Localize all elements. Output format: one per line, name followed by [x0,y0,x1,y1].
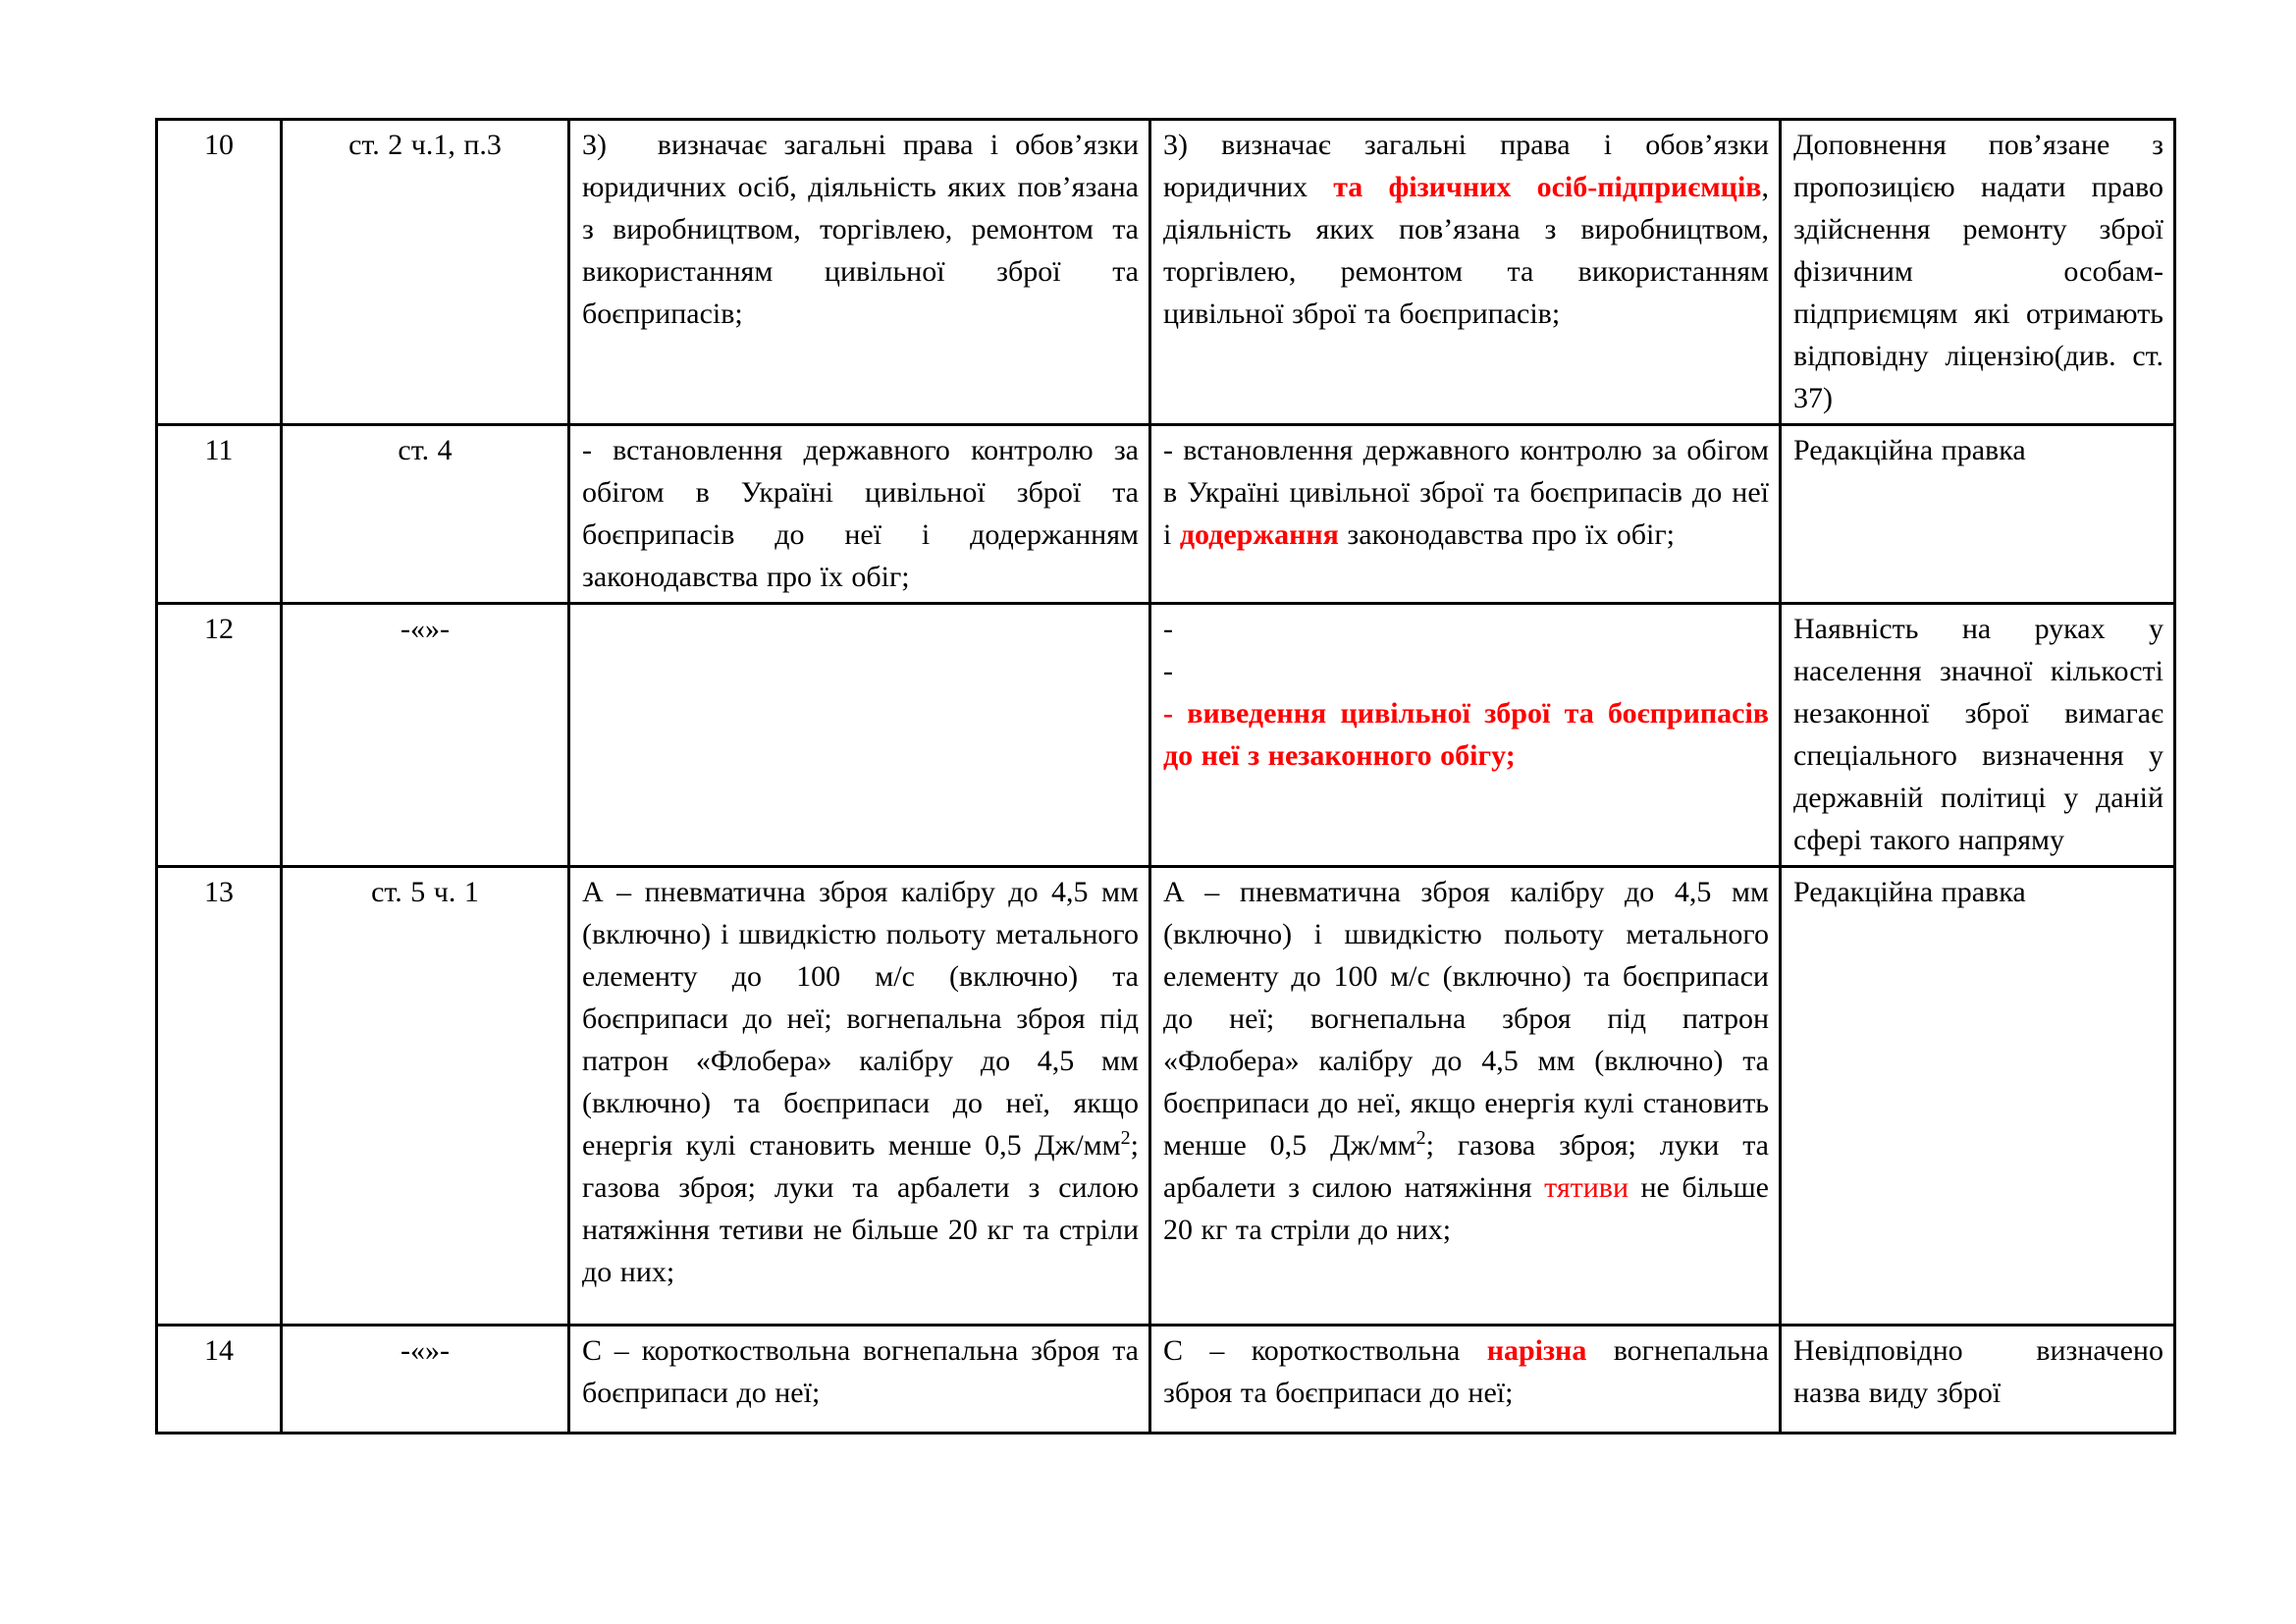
cell-article-ref: -«»- [282,604,569,867]
amendment-highlight: нарізна [1486,1334,1587,1367]
text-segment: , діяльність яких пов’язана з виробництвом, торгівлею, ремонтом та використанням цивільної зброї та боєприпасів; [1163,171,1770,330]
amendment-highlight: тятиви [1544,1171,1629,1204]
cell-amended-text [1150,120,1781,425]
paragraph [1163,650,1769,692]
text-segment: законодавства про їх обіг; [1338,518,1676,551]
paragraph [1793,1329,2163,1414]
text-segment: А – пневматична зброя калібру до 4,5 мм (включно) і швидкістю польоту метального елементу до 100 м/с (включно) та боєприпаси до неї; вогнепальна зброя під патрон «Флобера» калібру до 4,5 мм (включно) та боєприпаси до неї, якщо енергія кулі становить менше 0,5 Дж/мм [1163,876,1769,1162]
cell-row-number: 10 [157,120,282,425]
paragraph [1793,871,2163,913]
table-row [157,1326,2175,1434]
cell-comment [1781,1326,2175,1434]
paragraph [1793,124,2163,419]
cell-original-text [569,120,1150,425]
text-segment: Доповнення пов’язане з пропозицією надати право здійснення ремонту зброї фізичним особам-підприємцям які отримають відповідну ліцензію(див. ст. 37) [1793,129,2163,414]
paragraph [1163,1329,1769,1414]
paragraph [1163,871,1769,1251]
text-segment: - [1163,655,1173,687]
table-row [157,604,2175,867]
cell-comment [1781,604,2175,867]
cell-original-text [569,604,1150,867]
amendment-highlight: та фізичних осіб-підприємців [1333,171,1762,203]
table-row [157,425,2175,604]
text-segment: С – короткоствольна [1163,1334,1487,1367]
paragraph [582,124,1139,335]
cell-original-text [569,425,1150,604]
cell-article-ref: ст. 2 ч.1, п.3 [282,120,569,425]
cell-row-number: 14 [157,1326,282,1434]
text-segment: Редакційна правка [1793,876,2026,908]
cell-comment [1781,867,2175,1326]
text-segment: Наявність на руках у населення значної кількості незаконної зброї вимагає спеціального визначення у державній політиці у даній сфері такого напряму [1793,613,2163,856]
text-segment: ; газова зброя; луки та арбалети з силою натяжіння тетиви не більше 20 кг та стріли до них; [582,1129,1139,1288]
amendment-highlight: додержання [1179,518,1339,551]
text-segment: ; газова зброя; луки та арбалети з силою натяжіння [1163,1129,1769,1204]
cell-original-text [569,867,1150,1326]
paragraph [1793,429,2163,471]
cell-comment [1781,120,2175,425]
text-segment: - встановлення державного контролю за обігом в Україні цивільної зброї та боєприпасів до неї і додержанням законодавства про їх обіг; [582,434,1139,593]
table-row [157,120,2175,425]
cell-amended-text [1150,867,1781,1326]
paragraph [1163,608,1769,650]
cell-row-number: 12 [157,604,282,867]
cell-amended-text [1150,425,1781,604]
text-segment: 3) визначає загальні права і обов’язки юридичних [1163,129,1769,203]
text-segment: 2 [1415,1127,1426,1149]
amendment-highlight: - виведення цивільної зброї та боєприпасів до неї з незаконного обігу; [1163,697,1769,772]
cell-comment [1781,425,2175,604]
cell-article-ref: ст. 5 ч. 1 [282,867,569,1326]
cell-amended-text [1150,1326,1781,1434]
text-segment: С – короткоствольна вогнепальна зброя та боєприпаси до неї; [582,1334,1139,1409]
cell-article-ref: -«»- [282,1326,569,1434]
cell-article-ref: ст. 4 [282,425,569,604]
paragraph [582,429,1139,598]
text-segment: 3) визначає загальні права і обов’язки юридичних осіб, діяльність яких пов’язана з виробництвом, торгівлею, ремонтом та використанням цивільної зброї та боєприпасів; [582,129,1139,330]
text-segment: А – пневматична зброя калібру до 4,5 мм (включно) і швидкістю польоту метального елементу до 100 м/с (включно) та боєприпаси до неї; вогнепальна зброя під патрон «Флобера» калібру до 4,5 мм (включно) та боєприпаси до неї, якщо енергія кулі становить менше 0,5 Дж/мм [582,876,1139,1162]
cell-row-number: 13 [157,867,282,1326]
cell-row-number: 11 [157,425,282,604]
paragraph [582,1329,1139,1414]
paragraph [1163,429,1769,556]
paragraph [1163,124,1769,335]
table-row [157,867,2175,1326]
text-segment: 2 [1120,1127,1131,1149]
paragraph [582,871,1139,1293]
paragraph [1163,692,1769,777]
text-segment: не більше 20 кг та стріли до них; [1163,1171,1769,1246]
cell-original-text [569,1326,1150,1434]
text-segment: вогнепальна зброя та боєприпаси до неї; [1163,1334,1769,1409]
cell-amended-text [1150,604,1781,867]
paragraph [1793,608,2163,861]
text-segment: - встановлення державного контролю за обігом в Україні цивільної зброї та боєприпасів до неї і [1163,434,1769,551]
text-segment: Невідповідно визначено назва виду зброї [1793,1334,2163,1409]
text-segment: Редакційна правка [1793,434,2026,466]
comparison-table [155,118,2176,1435]
text-segment: - [1163,613,1173,645]
comparison-table-body [157,120,2175,1434]
